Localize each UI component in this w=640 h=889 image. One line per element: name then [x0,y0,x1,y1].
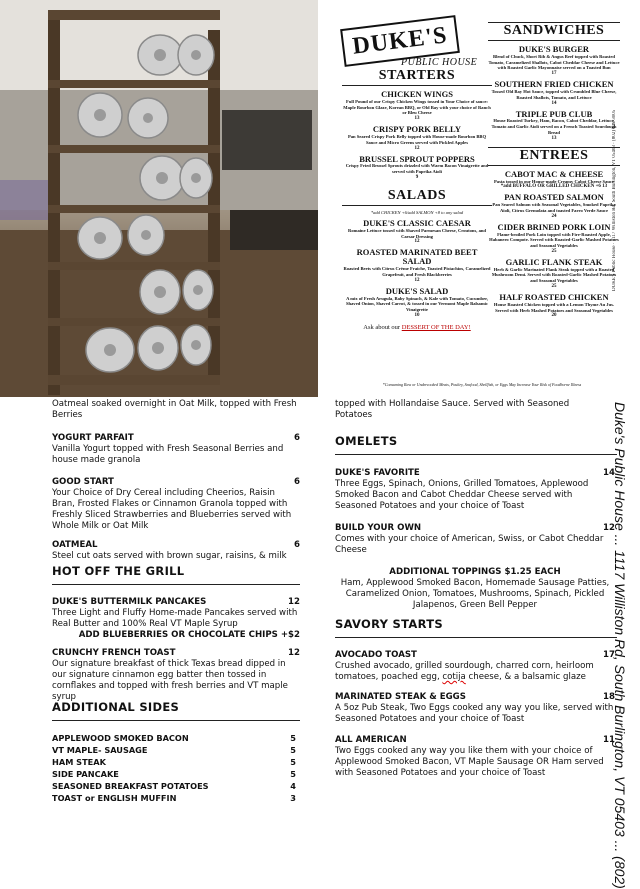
side-item: VT MAPLE- SAUSAGE 5 [52,745,296,755]
logo-subtitle: PUBLIC HOUSE [401,57,478,68]
food-safety-footnote: *Consuming Raw or Undercooked Meats, Poultry, Seafood, Shellfish, or Eggs May Increase Your Risk of Foodborne Illness [382,382,582,387]
cut-off-item: topped with Hollandaise Sauce. Served with Seasoned Potatoes [335,399,570,420]
vertical-address-text: Duke's Public House ... 1117 Williston Rd, South Burlington, VT 05403 ... (802) [612,402,628,889]
hot-off-grill-heading: HOT OFF THE GRILL [52,564,185,578]
menu-item: PAN ROASTED SALMON Pan Seared Salmon with Seasonal Vegetables, Smoked Paprika Aioli, Citrus Gremolata and toasted Farro Verde Sauce 24 [492,192,616,219]
menu-item: OATMEAL 6 Steel cut oats served with brown sugar, raisins, & milk [52,540,300,561]
restaurant-photo [0,0,318,397]
section-divider [52,720,300,721]
breakfast-left-page [0,397,318,803]
side-item: APPLEWOOD SMOKED BACON 5 [52,733,296,743]
dinner-menu-card [318,0,640,397]
menu-item: CABOT MAC & CHEESE Pasta tossed in our House-made Creamy Cabot Cheese Sauce *add BUFFALO OR GRILLED CHICKEN +6 13 [493,168,615,190]
salads-note: *add CHICKEN +6/add SALMON +8 to any salad [370,209,464,215]
section-divider [335,454,617,455]
menu-item: CIDER BRINED PORK LOIN Flame-broiled Pork Loin topped with Fire-Roasted Apple, Habanero Compote. Served with Roasted-Garlic Mashed Potatoes and Seasonal Vegetables 25 [489,221,619,254]
cut-off-item: Oatmeal soaked overnight in Oat Milk, topped with Fresh Berries [52,399,297,420]
menu-item: DUKE'S BURGER Blend of Chuck, Short Rib & Angus Beef topped with Roasted Tomato, Caramelized Shallots, Cabot Cheddar Cheese and Lettuce with Roasted Garlic Mayonnaise served on a Toasted Bun 17 [488,44,620,77]
menu-item: GOOD START 6 Your Choice of Dry Cereal including Cheerios, Raisin Bran, Frosted Flakes or Cinnamon Granola topped with Freshly Sliced Strawberries and Blueberries served with Whole Milk or Oat Milk [52,477,300,531]
menu-item: CRISPY PORK BELLY Pan Seared Crispy Pork Belly topped with House-made Bourbon BBQ Sauce and Micro Greens served with Pickled Apples 12 [347,124,487,151]
menu-item: DUKE'S FAVORITE 14 Three Eggs, Spinach, Onions, Grilled Tomatoes, Applewood Smoked Bacon and Cabot Cheddar Cheese served with Seasoned Potatoes and your choice of Toast [335,468,615,511]
side-item: SEASONED BREAKFAST POTATOES 4 [52,781,296,791]
dessert-callout: Ask about our DESSERT OF THE DAY! [363,323,471,331]
entrees-heading: ENTREES [488,147,620,166]
additional-sides-heading: ADDITIONAL SIDES [52,700,180,714]
menu-item: DUKE'S CLASSIC CAESAR Romaine Lettuce tossed with Shaved Parmesan Cheese, Croutons, and Caesar Dressing 12 [348,217,486,245]
sandwiches-heading: SANDWICHES [488,22,620,41]
menu-item: AVOCADO TOAST 17 Crushed avocado, grilled sourdough, charred corn, heirloom tomatoes, poached egg, cotija cheese, & a balsamic glaze [335,650,615,682]
menu-item: ROASTED MARINATED BEET SALAD Roasted Beets with Citrus Crème Fraiche, Toasted Pistachios, Caramelized Grapefruit, and Fresh Blackberries 12 [343,247,491,283]
starters-heading: STARTERS [342,68,492,86]
menu-item: BRUSSEL SPROUT POPPERS Crispy Fried Brussel Sprouts drizzled with Warm Bacon Vinaigrette and served with Paprika Aioli 9 [345,153,489,180]
section-divider [52,584,300,585]
additional-toppings: ADDITIONAL TOPPINGS $1.25 EACH Ham, Applewood Smoked Bacon, Homemade Sausage Patties, Caramelized Onion, Tomatoes, Mushrooms, Spinach, Pickled Jalapenos, Green Bell Pepper [340,567,610,610]
menu-item: BUILD YOUR OWN 12 Comes with your choice of American, Swiss, or Cabot Cheddar Cheese [335,523,615,555]
side-item: HAM STEAK 5 [52,757,296,767]
menu-item: ALL AMERICAN 11 Two Eggs cooked any way you like them with your choice of Applewood Smoked Bacon, VT Maple Sausage OR Ham served with Seasoned Potatoes and your choice of Toast [335,735,615,778]
side-item: SIDE PANCAKE 5 [52,769,296,779]
menu-item: CHICKEN WINGS Full Pound of our Crispy Chicken Wings tossed in Your Choice of sauce: Maple Bourbon Glaze, Korean BBQ, or Old Bay with your choice of Ranch or Bleu Cheese 13 [343,89,491,122]
dessert-link[interactable]: DESSERT OF THE DAY! [401,323,471,331]
dukes-logo: DUKE'S [340,15,460,67]
keg-shelf-illustration [0,0,318,397]
starters-salads-column [342,68,492,331]
salads-heading: SALADS [342,188,492,206]
menu-item: MARINATED STEAK & EGGS 18 A 5oz Pub Steak, Two Eggs cooked any way you like, served with Seasoned Potatoes and your choice of Toast [335,692,615,724]
menu-item: DUKE'S BUTTERMILK PANCAKES 12 Three Light and Fluffy Home-made Pancakes served with Real Butter and 100% Real VT Maple Syrup ADD BLUEBERRIES OR CHOCOLATE CHIPS +$2 [52,597,300,640]
side-item: TOAST or ENGLISH MUFFIN 3 [52,793,296,803]
menu-item: GARLIC FLANK STEAK Herb & Garlic Marinated Flank Steak topped with a Roasted Mushroom Demi. Served with Roasted-Garlic Mashed Potatoes and Seasonal Vegetables 25 [491,256,617,289]
sandwiches-entrees-column [488,22,620,318]
menu-item: YOGURT PARFAIT 6 Vanilla Yogurt topped with Fresh Seasonal Berries and house made granola [52,433,300,465]
breakfast-right-page [318,397,640,889]
menu-item: DUKE'S SALAD A mix of Fresh Arugula, Baby Spinach, & Kale with Tomato, Cucumber, Shaved Onion, Shaved Carrot, & tossed in our Vermont Maple Balsamic Vinaigrette 10 [346,285,488,318]
side-address-strip: DUKE'S Public House · 1117 Williston Rd, South Burlington, VT 05403 · (802) 448-3005 [612,109,617,291]
omelets-heading: OMELETS [335,434,398,448]
section-divider [335,637,617,638]
menu-item: HALF ROASTED CHICKEN House Roasted Chicken topped with a Lemon Thyme Au Jus. Served with Herb Mashed Potatoes and Seasonal Vegetables 20 [493,291,615,319]
menu-item: TRIPLE PUB CLUB House Roasted Turkey, Ham, Bacon, Cabot Cheddar, Lettuce, Tomato and Garlic Aioli served on a French Toasted Sourdough Bread 13 [491,108,617,141]
savory-starts-heading: SAVORY STARTS [335,617,443,631]
menu-item: CRUNCHY FRENCH TOAST 12 Our signature breakfast of thick Texas bread dipped in our signature cinnamon egg batter then tossed in cornflakes and topped with fresh berries and VT maple syrup [52,648,300,702]
pancake-addon: ADD BLUEBERRIES OR CHOCOLATE CHIPS +$2 [78,630,300,640]
menu-item: SOUTHERN FRIED CHICKEN Tossed Old Bay Hot Sauce, topped with Crumbled Blue Cheese, Roasted Shallots, Tomato, and Lettuce 14 [491,79,617,106]
